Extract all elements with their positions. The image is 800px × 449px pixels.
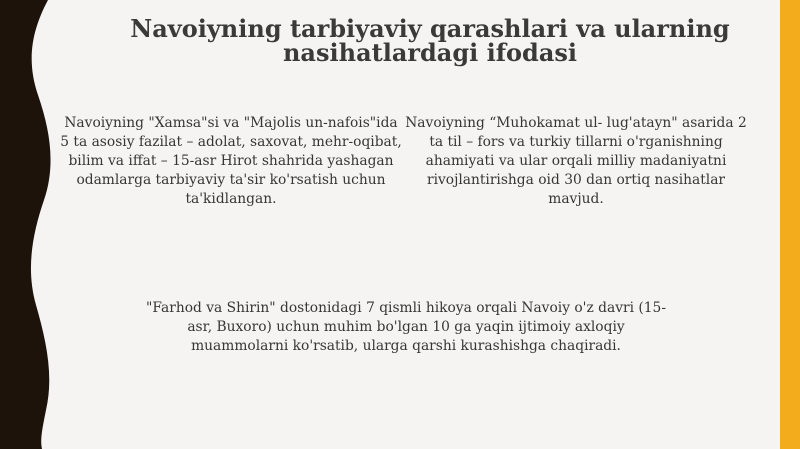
accent-stripe [780, 0, 800, 449]
wavy-dark-border [0, 0, 80, 449]
slide-title: Navoiyning tarbiyaviy qarashlari va ularning nasihatlardagi ifodasi [130, 14, 730, 67]
left-paragraph: Navoiyning "Xamsa"si va "Majolis un-nafois"ida 5 ta asosiy fazilat – adolat, saxovat, mehr-oqibat, bilim va iffat – 15-asr Hirot shahrida yashagan odamlarga tarbiyaviy ta'sir ko'rsatish uchun ta'kidlangan. [60, 115, 402, 207]
right-paragraph: Navoiyning “Muhokamat ul- lug'atayn" asarida 2 ta til – fors va turkiy tillarni o'rganishning ahamiyati va ular orqali milliy madaniyatni rivojlantirishga oid 30 dan ortiq nasihatlar mavjud. [405, 115, 747, 207]
bottom-paragraph: "Farhod va Shirin" dostonidagi 7 qismli hikoya orqali Navoiy o'z davri (15-asr, Buxoro) uchun muhim bo'lgan 10 ga yaqin ijtimoiy axloqiy muammolarni ko'rsatib, ularga qarshi kurashishga chaqiradi. [146, 300, 666, 354]
